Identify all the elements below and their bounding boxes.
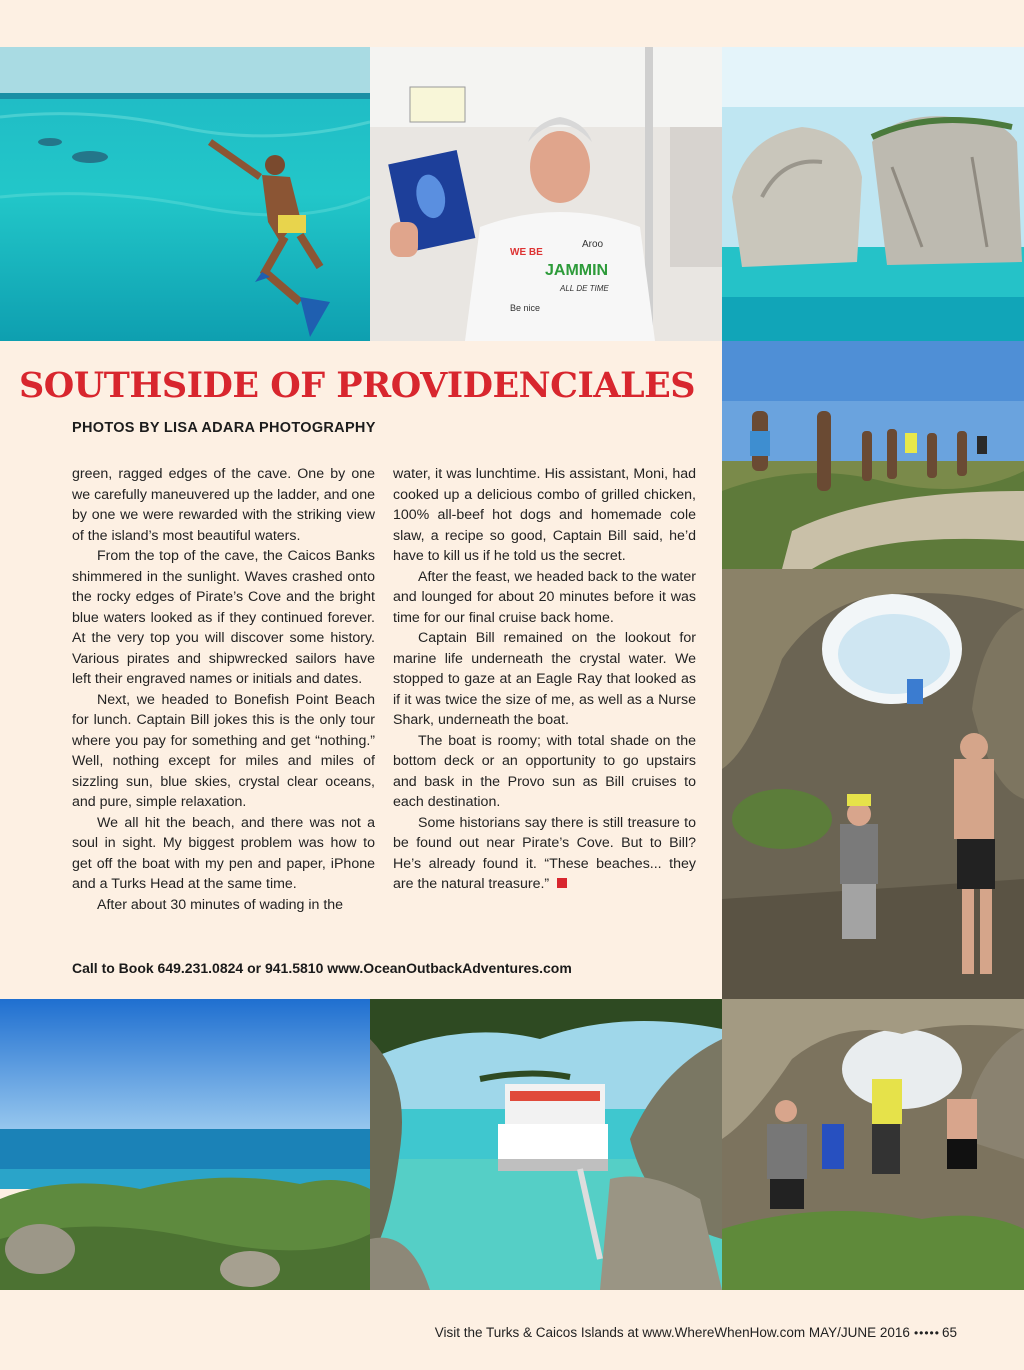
footer-dots: ••••• (913, 1326, 940, 1340)
paragraph: After about 30 minutes of wading in the (97, 896, 344, 913)
shirt-text-alldetime: ALL DE TIME (560, 284, 609, 293)
article-headline: SOUTHSIDE OF PROVIDENCIALES (19, 365, 696, 406)
shirt-text-aroo: Aroo (582, 239, 604, 250)
footer-text: Visit the Turks & Caicos Islands at www.WhereWhenHow.com MAY/JUNE 2016 (434, 1325, 910, 1340)
paragraph: water, it was lunchtime. His assistant, Moni, had cooked up a delicious combo of grilled chicken, 100% all-beef hot dogs and homemade cole slaw, a recipe so good, Captain Bill said, he’d have to kill us if he told us the secret. (393, 466, 696, 564)
photo-cave-opening (722, 569, 1024, 999)
end-mark-icon (557, 878, 567, 888)
paragraph: Next, we headed to Bonefish Point Beach for lunch. Captain Bill jokes this is the only tour where you pay for something and get “nothing.” Well, nothing except for miles and miles of sizzling sun, blue skies, crystal clear oceans, and pure, simple relaxation. (72, 691, 375, 810)
shirt-text-webe: WE BE (510, 247, 543, 258)
paragraph: green, ragged edges of the cave. One by one we carefully maneuvered up the ladder, and one by one we were rewarded with the striking view of the island’s most beautiful waters. (72, 466, 375, 544)
article-column-left (72, 464, 375, 915)
photo-group-cave (722, 999, 1024, 1290)
shirt-text-benice: Be nice (510, 303, 541, 313)
photo-credit: PHOTOS BY LISA ADARA PHOTOGRAPHY (72, 420, 376, 436)
page-footer (435, 1325, 957, 1340)
page-number: 65 (941, 1325, 957, 1340)
photo-snorkeler-jump (0, 47, 370, 341)
photo-captain-bill (370, 47, 722, 341)
article-column-right (393, 464, 696, 895)
shirt-text-jammin: JAMMIN (545, 262, 609, 279)
paragraph: Captain Bill remained on the lookout for marine life underneath the crystal water. We stopped to gaze at an Eagle Ray that looked as if it was twice the size of me, as well as a Nurse Shark, underneath the boat. (393, 630, 696, 728)
photo-coastline (0, 999, 370, 1290)
paragraph: We all hit the beach, and there was not a soul in sight. My biggest problem was how to get off the boat with my pen and paper, iPhone and a Turks Head at the same time. (72, 814, 375, 892)
paragraph: After the feast, we headed back to the water and lounged for about 20 minutes before it was time for our final cruise back home. (393, 568, 696, 626)
booking-info: Call to Book 649.231.0824 or 941.5810 www.OceanOutbackAdventures.com (72, 960, 572, 976)
photo-boat-cove (370, 999, 722, 1290)
photo-rock-formations (722, 47, 1024, 341)
photo-hikers-trail (722, 341, 1024, 569)
paragraph-final (393, 813, 696, 895)
paragraph: The boat is roomy; with total shade on the bottom deck or an opportunity to go upstairs and bask in the Provo sun as Bill cruises to each destination. (393, 732, 696, 810)
paragraph: From the top of the cave, the Caicos Banks shimmered in the sunlight. Waves crashed onto the rocky edges of Pirate’s Cove and the bright blue waters looked as if they continued forever. At the very top you will discover some history. Various pirates and shipwrecked sailors have left their engraved names or initials and dates. (72, 548, 375, 687)
paragraph-final-text: Some historians say there is still treasure to be found out near Pirate’s Cove. But to Bill? He’s already found it. “These beaches... they are the natural treasure.” (393, 814, 696, 892)
